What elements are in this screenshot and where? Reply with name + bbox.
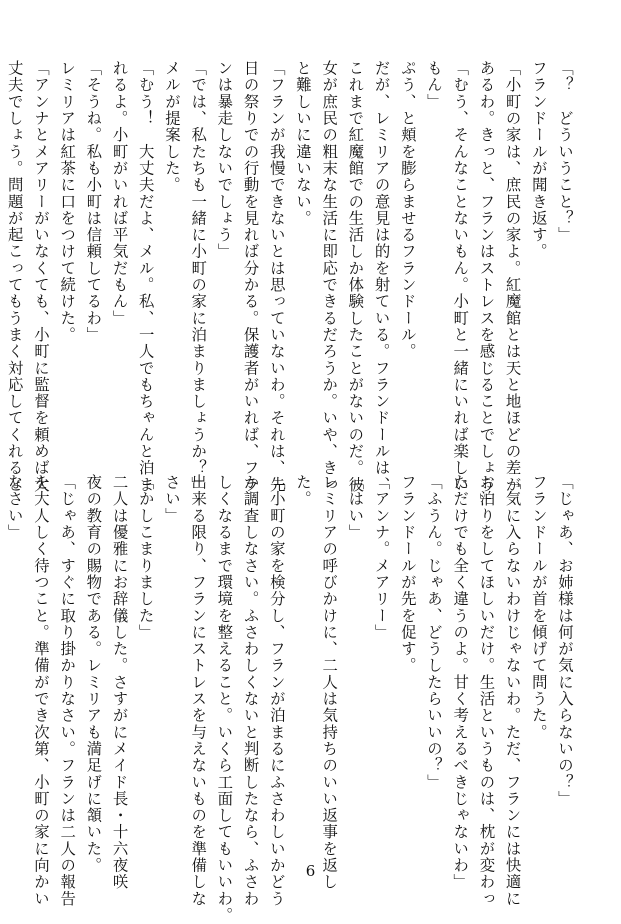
text-line: た。 xyxy=(293,474,312,508)
text-line: 「アンナ。メアリー」 xyxy=(372,474,391,641)
text-line: 「はい」 xyxy=(346,474,365,541)
text-line: 丈夫でしょう。問題が起こってもうまく対応してくれると xyxy=(5,60,24,493)
text-line: フランドールが先を促す。 xyxy=(398,474,417,674)
text-line: 「小町の家を検分し、フランが泊まるにふさわしいかどう xyxy=(267,474,286,907)
text-line: ただけでも全く違うのよ。甘く考えるべきじゃないわ」 xyxy=(451,474,470,891)
text-line: フランドールが首を傾げて問うた。 xyxy=(529,474,548,741)
text-line: 二人は優雅にお辞儀した。さすがにメイド長・十六夜咲 xyxy=(110,474,129,891)
text-line: メルが提案した。 xyxy=(162,60,181,194)
text-line: 「むう！ 大丈夫だよ、メル。私、一人でもちゃんと泊ま xyxy=(136,60,155,493)
text-line: 「ふうん。じゃあ、どうしたらいいの？」 xyxy=(424,474,443,791)
text-line: 「じゃあ、すぐに取り掛かりなさい。フランは二人の報告 xyxy=(58,474,77,907)
text-line: お泊りをしてほしいだけ。生活というものは、枕が変わっ xyxy=(477,474,496,907)
text-line: か調査しなさい。ふさわしくないと判断したなら、ふさわ xyxy=(241,474,260,907)
text-line: 「では、私たちも一緒に小町の家に泊まりましょうか？」 xyxy=(189,60,208,493)
text-line: 「？ どういうこと？」 xyxy=(556,60,574,244)
text-line: なさい」 xyxy=(5,474,24,541)
text-line: 日の祭りでの行動を見れば分かる。保護者がいれば、フラ xyxy=(241,60,260,493)
text-line: これまで紅魔館での生活しか体験したことがないのだ。彼 xyxy=(346,60,365,493)
text-line: あるわ。きっと、フランはストレスを感じることでしょう」 xyxy=(477,60,496,510)
text-line: ンは暴走しないでしょう」 xyxy=(215,60,234,260)
text-line: 「気に入らないわけじゃないわ。ただ、フランには快適に xyxy=(503,474,522,907)
text-line: 「むう、そんなことないもん。小町と一緒にいれば楽しい xyxy=(451,60,470,493)
text-line: と難しいに違いない。 xyxy=(293,60,312,227)
text-line: ぷう、と頬を膨らませるフランドール。 xyxy=(398,60,417,360)
text-line: もん」 xyxy=(424,60,443,110)
text-line: 「じゃあ、お姉様は何が気に入らないの？」 xyxy=(556,474,574,807)
text-line: レミリアの呼びかけに、二人は気持ちのいい返事を返し xyxy=(320,474,339,891)
text-line: 「小町の家は、庶民の家よ。紅魔館とは天と地ほどの差が xyxy=(503,60,522,493)
page-number: 6 xyxy=(305,862,316,880)
text-line: 「そうね。私も小町は信頼してるわ」 xyxy=(84,60,103,344)
text-line: れるよ。小町がいれば平気だもん」 xyxy=(110,60,129,327)
text-line: だが、レミリアの意見は的を射ている。フランドールは、 xyxy=(372,60,391,493)
text-line: レミリアは紅茶に口をつけて続けた。 xyxy=(58,60,77,344)
text-line: しくなるまで環境を整えること。いくら工面してもいいわ。 xyxy=(215,474,234,924)
text-line: フランドールが聞き返す。 xyxy=(529,60,548,260)
text-line: 女が庶民の粗末な生活に即応できるだろうか。いや、きっ xyxy=(320,60,339,493)
text-line: 「フランが我慢できないとは思っていないわ。それは、先 xyxy=(267,60,286,493)
text-line: 「かしこまりました」 xyxy=(136,474,155,641)
text-line: 出来る限り、フランにストレスを与えないものを準備しな xyxy=(189,474,208,907)
text-line: 夜の教育の賜物である。レミリアも満足げに頷いた。 xyxy=(84,474,103,874)
text-line: さい」 xyxy=(162,474,181,524)
text-line: を大人しく待つこと。準備ができ次第、小町の家に向かい xyxy=(31,474,50,907)
text-column-bottom xyxy=(5,474,578,924)
text-line: 「アンナとメアリーがいなくても、小町に監督を頼めば大 xyxy=(31,60,50,493)
text-line xyxy=(0,474,2,859)
